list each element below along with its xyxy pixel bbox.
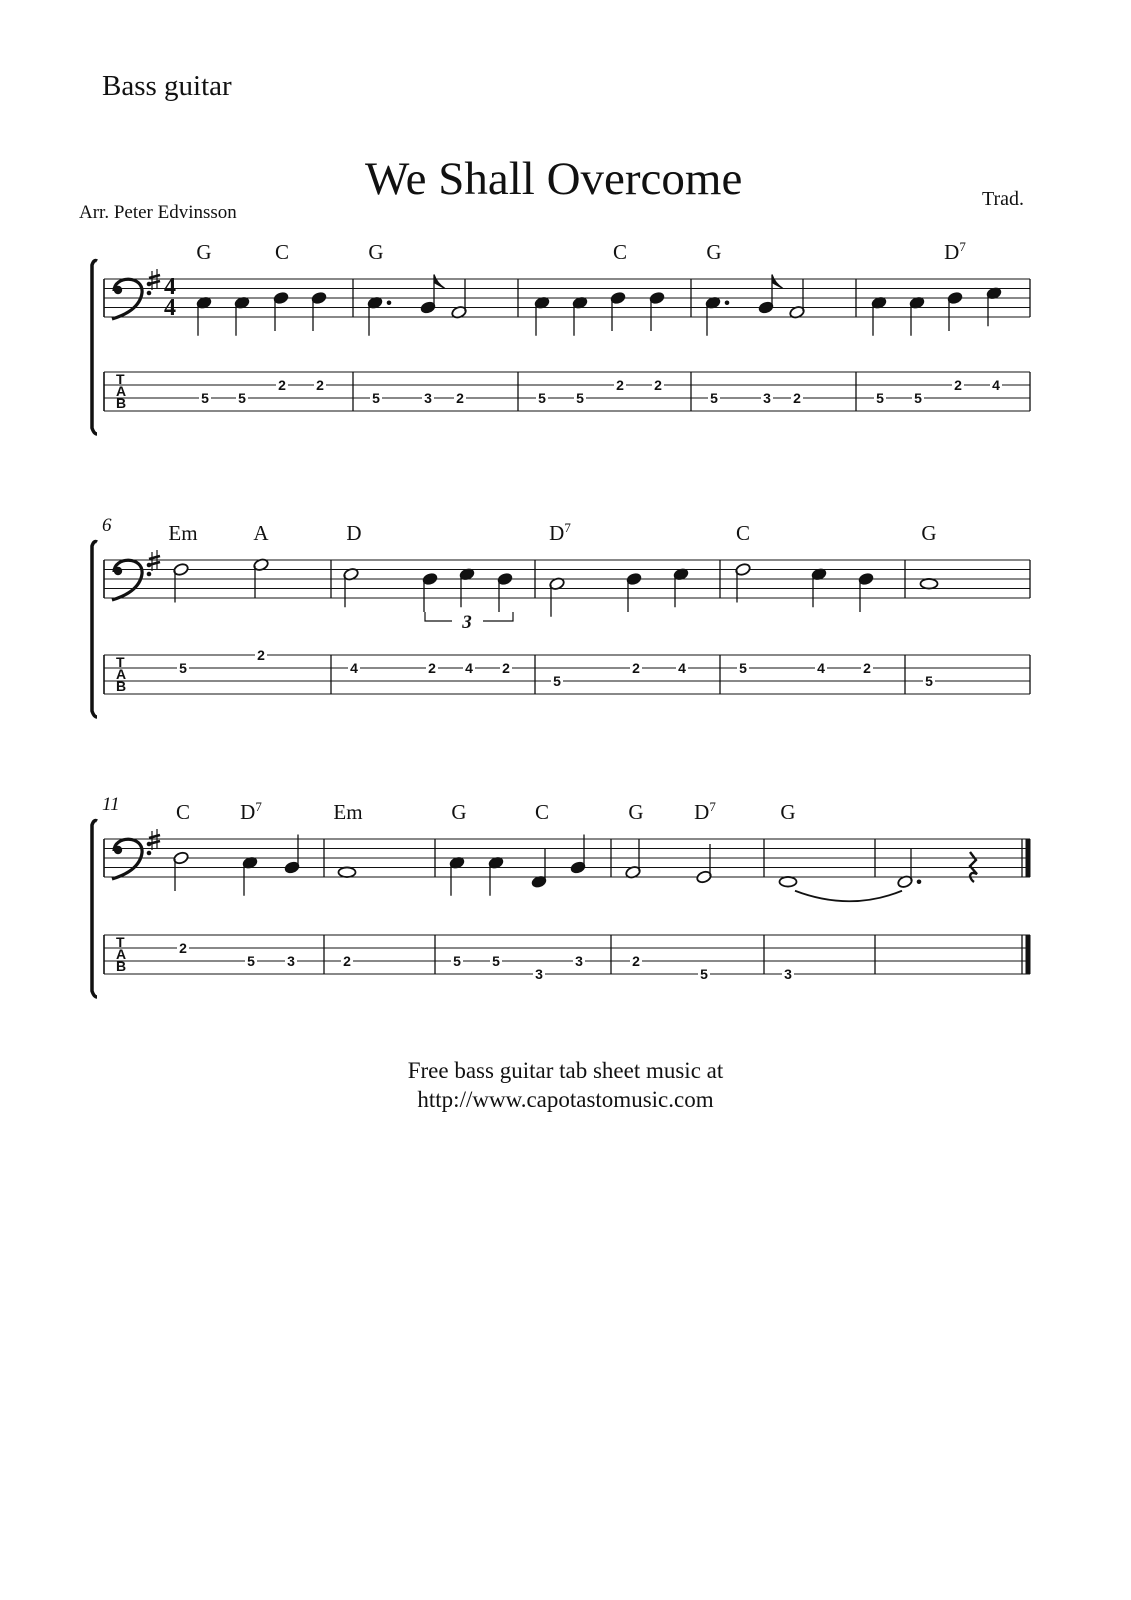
tab-fret-number: 5 [914, 390, 922, 406]
bass-clef-dot [114, 286, 122, 294]
triplet-bracket-left [425, 612, 452, 621]
note-head [339, 867, 356, 877]
sharp-icon-bar [149, 841, 160, 844]
tab-fret-number: 5 [710, 390, 718, 406]
measure-number: 6 [102, 515, 112, 536]
time-signature-top: 4 [164, 274, 176, 300]
bass-clef-dot [114, 567, 122, 575]
system-bracket [92, 821, 97, 998]
tab-fret-number: 4 [817, 660, 825, 676]
system-bracket [92, 542, 97, 718]
note-head [921, 579, 938, 589]
tab-fret-number: 2 [278, 377, 286, 393]
tab-clef-letter: T [116, 934, 125, 950]
chord-symbol: C [612, 240, 628, 264]
composer-credit: Trad. [982, 188, 1025, 210]
note-dot [917, 879, 922, 884]
system-bracket [92, 261, 97, 435]
chord-symbol: Em [168, 521, 198, 545]
tab-fret-number: 2 [616, 377, 624, 393]
tab-clef-letter: B [116, 678, 127, 694]
tab-fret-number: 2 [954, 377, 962, 393]
tab-fret-number: 4 [465, 660, 473, 676]
tab-fret-number: 3 [287, 953, 295, 969]
note-flag [434, 275, 445, 289]
bass-clef-icon [112, 839, 142, 879]
bass-clef-lower-dot [147, 851, 152, 856]
tab-clef-letter: B [116, 395, 127, 411]
chord-symbol: $D^7$ [694, 799, 716, 824]
triplet-number: 3 [462, 612, 472, 633]
tab-fret-number: 3 [575, 953, 583, 969]
chord-symbol: Em [333, 800, 363, 824]
time-signature-bottom: 4 [164, 295, 176, 321]
chord-symbol: $D^7$ [549, 520, 571, 545]
instrument-label: Bass guitar [102, 70, 232, 102]
bass-clef-icon [112, 560, 142, 600]
sharp-icon-bar [149, 556, 160, 559]
tab-fret-number: 5 [238, 390, 246, 406]
tab-fret-number: 4 [678, 660, 686, 676]
chord-symbol: G [368, 240, 384, 264]
system-2 [92, 542, 1030, 718]
triplet-bracket-right [483, 612, 513, 621]
song-title: We Shall Overcome [365, 153, 743, 205]
footer-url: http://www.capotastomusic.com [417, 1087, 714, 1112]
tab-fret-number: 5 [492, 953, 500, 969]
tab-fret-number: 2 [502, 660, 510, 676]
chord-symbol: G [780, 800, 796, 824]
chord-symbol: G [706, 240, 722, 264]
tab-clef-letter: T [116, 371, 125, 387]
footer-line-1: Free bass guitar tab sheet music at [407, 1058, 724, 1083]
tab-fret-number: 2 [179, 940, 187, 956]
sharp-icon-bar [149, 835, 160, 838]
tie-arc [795, 891, 902, 902]
chord-symbol: C [274, 240, 290, 264]
tab-fret-number: 5 [538, 390, 546, 406]
chord-symbol: C [534, 800, 550, 824]
tab-fret-number: 2 [654, 377, 662, 393]
chord-symbol: G [451, 800, 467, 824]
tab-fret-number: 5 [453, 953, 461, 969]
chord-symbol: G [628, 800, 644, 824]
tab-fret-number: 4 [992, 377, 1000, 393]
tab-fret-number: 2 [343, 953, 351, 969]
chord-symbol: G [196, 240, 212, 264]
tab-fret-number: 2 [456, 390, 464, 406]
tab-clef-letter: A [116, 666, 127, 682]
tab-fret-number: 5 [201, 390, 209, 406]
bass-clef-icon [112, 279, 142, 319]
chord-symbol: A [253, 521, 269, 545]
tab-clef-letter: A [116, 946, 127, 962]
tab-fret-number: 2 [793, 390, 801, 406]
system-1 [92, 261, 1030, 435]
tab-fret-number: 5 [372, 390, 380, 406]
chord-symbol: $D^7$ [240, 799, 262, 824]
chord-symbol: C [735, 521, 751, 545]
note-flag [772, 275, 783, 289]
tab-fret-number: 4 [350, 660, 358, 676]
tab-fret-number: 5 [700, 966, 708, 982]
tab-fret-number: 5 [739, 660, 747, 676]
sharp-icon-bar [149, 562, 160, 565]
system-3 [92, 821, 1030, 998]
tab-fret-number: 2 [632, 953, 640, 969]
tab-fret-number: 2 [257, 647, 265, 663]
note-dot [387, 300, 392, 305]
tab-clef-letter: T [116, 654, 125, 670]
measure-number: 11 [102, 794, 120, 815]
tab-fret-number: 2 [428, 660, 436, 676]
tab-fret-number: 3 [763, 390, 771, 406]
bass-clef-lower-dot [147, 291, 152, 296]
chord-symbol: G [921, 521, 937, 545]
tab-fret-number: 2 [632, 660, 640, 676]
tab-fret-number: 2 [316, 377, 324, 393]
tab-fret-number: 5 [247, 953, 255, 969]
chord-symbol: D [346, 521, 362, 545]
tab-fret-number: 5 [553, 673, 561, 689]
tab-fret-number: 5 [876, 390, 884, 406]
chord-symbol: C [175, 800, 191, 824]
bass-clef-lower-dot [147, 572, 152, 577]
sharp-icon-bar [149, 275, 160, 278]
tab-fret-number: 5 [179, 660, 187, 676]
chord-symbol: $D^7$ [944, 239, 966, 264]
sharp-icon-bar [149, 281, 160, 284]
tab-fret-number: 3 [535, 966, 543, 982]
tab-fret-number: 2 [863, 660, 871, 676]
note-head [780, 877, 797, 887]
bass-clef-dot [114, 846, 122, 854]
tab-fret-number: 5 [925, 673, 933, 689]
tab-fret-number: 5 [576, 390, 584, 406]
tab-clef-letter: B [116, 958, 127, 974]
note-dot [725, 300, 730, 305]
arranger-credit: Arr. Peter Edvinsson [79, 202, 237, 223]
tab-clef-letter: A [116, 383, 127, 399]
tab-fret-number: 3 [424, 390, 432, 406]
tab-fret-number: 3 [784, 966, 792, 982]
